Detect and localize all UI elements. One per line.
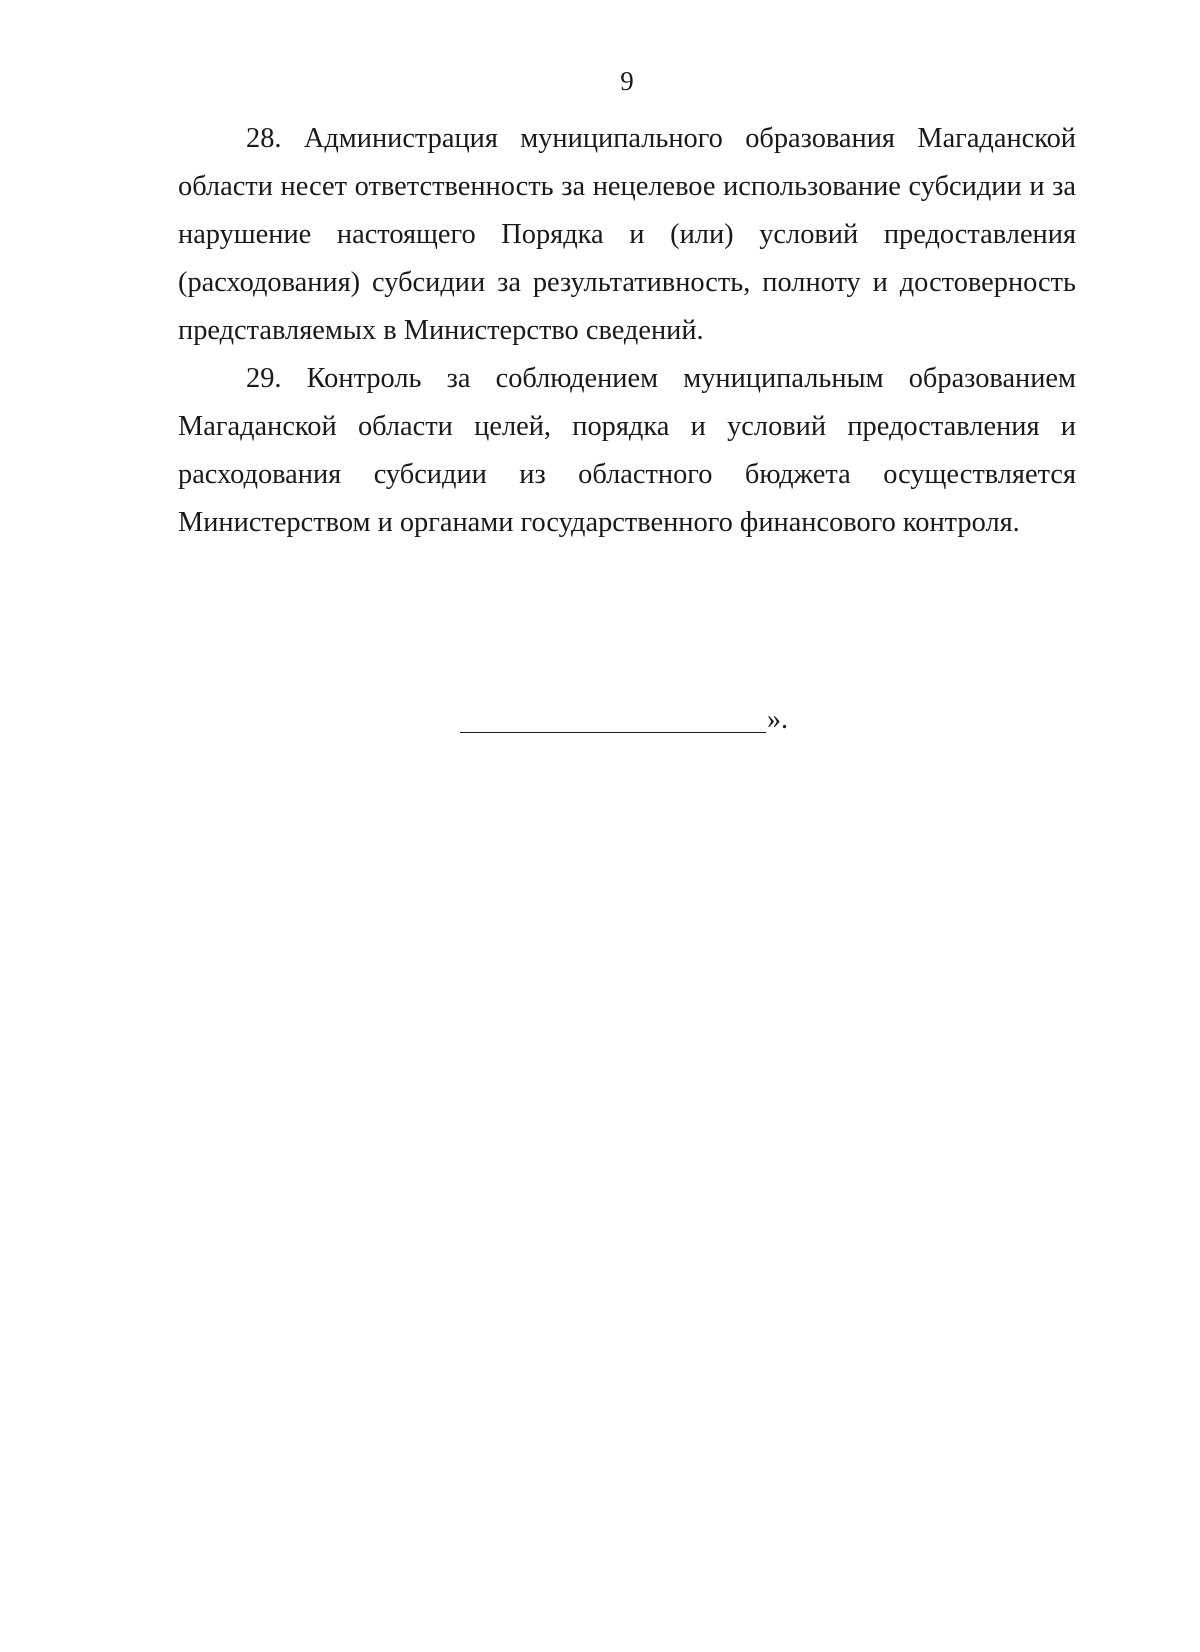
page-number: 9 — [620, 66, 634, 96]
paragraph-28: 28. Администрация муниципального образования Магаданской области несет ответственность за нецелевое использование субсидии и за нарушение настоящего Порядка и (или) условий предоставления (расходования) субсидии за результативность, полноту и достоверность представляемых в Министерство сведений. — [178, 123, 1076, 346]
document-body — [178, 115, 1076, 547]
closing-quote-mark: ». — [767, 704, 788, 735]
paragraph-29: 29. Контроль за соблюдением муниципальным образованием Магаданской области целей, порядка и условий предоставления и расходования субсидии из областного бюджета осуществляется Министерством и органами государственного финансового контроля. — [178, 363, 1076, 538]
closing-underline — [460, 732, 766, 733]
